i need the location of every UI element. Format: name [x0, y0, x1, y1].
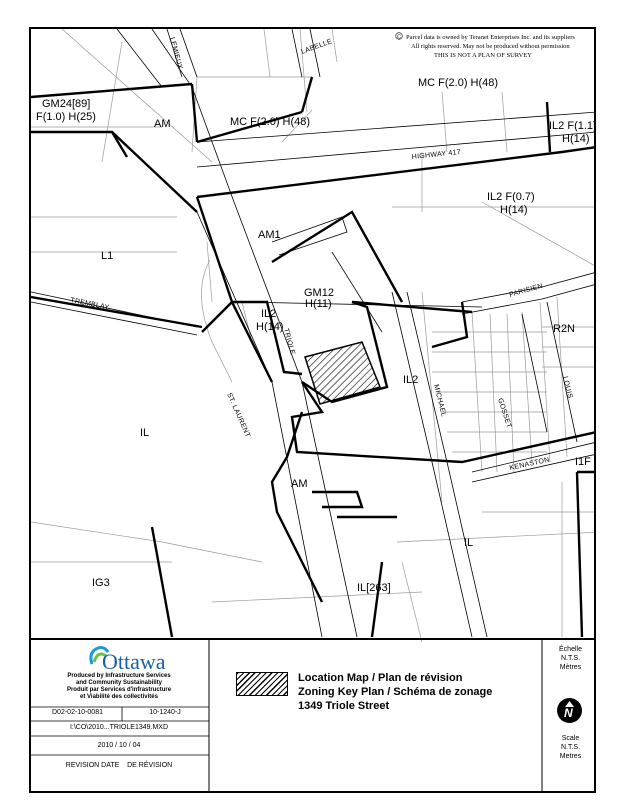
zone-label: IL2 — [403, 374, 419, 386]
zone-label: IL2 — [261, 308, 277, 320]
north-letter: N — [564, 706, 573, 720]
scale-unit: Mètres — [559, 664, 582, 671]
road-label: TREMBLAY — [69, 297, 110, 312]
revision-label-en: REVISION DATE — [65, 762, 120, 769]
revision-date: 2010 / 10 / 04 — [97, 742, 141, 749]
zone-label: IL — [464, 537, 474, 549]
road-label: ST. LAURENT — [225, 391, 252, 439]
road-label: HIGHWAY 417 — [411, 148, 462, 161]
subject-site — [305, 342, 380, 404]
title-line-3: 1349 Triole Street — [298, 700, 390, 712]
map-frame — [29, 27, 596, 793]
legend-hatch-swatch — [236, 672, 288, 696]
zone-label: GM24[89] — [42, 98, 91, 110]
zone-label: AM1 — [258, 229, 281, 241]
scale-value: N.T.S. — [560, 655, 581, 662]
road-label: LABELLE — [300, 38, 334, 56]
road-label: GOSSET — [496, 397, 513, 430]
zone-label: MC F(2.0) H(48) — [230, 116, 311, 128]
producer-line: et Viabilité des collectivités — [80, 694, 158, 700]
map-title — [298, 671, 492, 713]
svg-text:C: C — [397, 34, 401, 41]
title-line-1: Location Map / Plan de révision — [298, 672, 463, 684]
road-edges — [31, 29, 596, 637]
title-line-2: Zoning Key Plan / Schéma de zonage — [298, 686, 493, 698]
zone-label: I1F — [575, 456, 591, 468]
road-labels — [70, 37, 574, 472]
road-label: MICHAEL — [432, 383, 447, 418]
road-label: LEMIEUX — [168, 36, 184, 71]
zone-label: L1 — [101, 250, 114, 262]
zone-label: GM12 — [304, 287, 334, 299]
zone-label: AM — [154, 118, 171, 130]
scale-label: Échelle — [559, 646, 582, 653]
zone-label: AM — [291, 478, 308, 490]
file-path: I:\CO\2010...TRIOLE1349.MXD — [69, 724, 169, 731]
zone-label: R2N — [553, 323, 576, 335]
road-label: PARISIEN — [508, 282, 544, 299]
zone-label: H(14) — [500, 204, 528, 216]
scale-label: Scale — [561, 735, 580, 742]
map-number: 10-1240-J — [149, 709, 181, 716]
producer-line: Produced by Infrastructure Services — [67, 673, 171, 679]
zone-label: IL[263] — [357, 582, 391, 594]
logo-text: Ottawa — [102, 649, 166, 674]
zone-label: F(1.0) H(25) — [36, 111, 96, 123]
zone-label: MC F(2.0) H(48) — [418, 77, 499, 89]
file-number: D02-02-10-0081 — [52, 709, 103, 716]
revision-label — [31, 762, 207, 769]
zone-labels — [36, 77, 596, 594]
parcel-lines — [31, 29, 596, 642]
scale-fr — [543, 645, 596, 672]
zone-label: IL — [140, 427, 150, 439]
road-label: LOUIS — [561, 375, 574, 400]
ottawa-logo — [86, 642, 166, 672]
zone-label: H(11) — [305, 298, 332, 310]
producer-line: Produit par Services d'infrastructure — [66, 687, 172, 693]
road-label: KENASTON — [508, 456, 551, 472]
road-label: TRIOLE — [282, 327, 296, 356]
north-arrow-icon — [557, 698, 582, 723]
scale-value: N.T.S. — [560, 744, 581, 751]
zone-label: IL2 F(1.1) — [549, 120, 597, 132]
svg-text:THIS IS NOT A PLAN OF SURVEY: THIS IS NOT A PLAN OF SURVEY — [434, 52, 532, 59]
zone-label: IL2 F(0.7) — [487, 191, 535, 203]
svg-text:Parcel data is owned by Terane: Parcel data is owned by Teranet Enterprises Inc. and its suppliers — [406, 34, 575, 41]
zone-label: H(14) — [562, 133, 590, 145]
scale-unit: Metres — [559, 753, 582, 760]
zone-label: IG3 — [92, 577, 110, 589]
producer-text — [31, 673, 207, 701]
zone-label: H(14) — [256, 321, 284, 333]
svg-text:All rights reserved. May not b: All rights reserved. May not be produced without permission — [411, 43, 570, 50]
revision-label-fr: DE RÉVISION — [127, 762, 173, 769]
copyright-note — [396, 33, 576, 59]
scale-en — [543, 734, 596, 761]
producer-line: and Community Sustainability — [75, 680, 162, 686]
